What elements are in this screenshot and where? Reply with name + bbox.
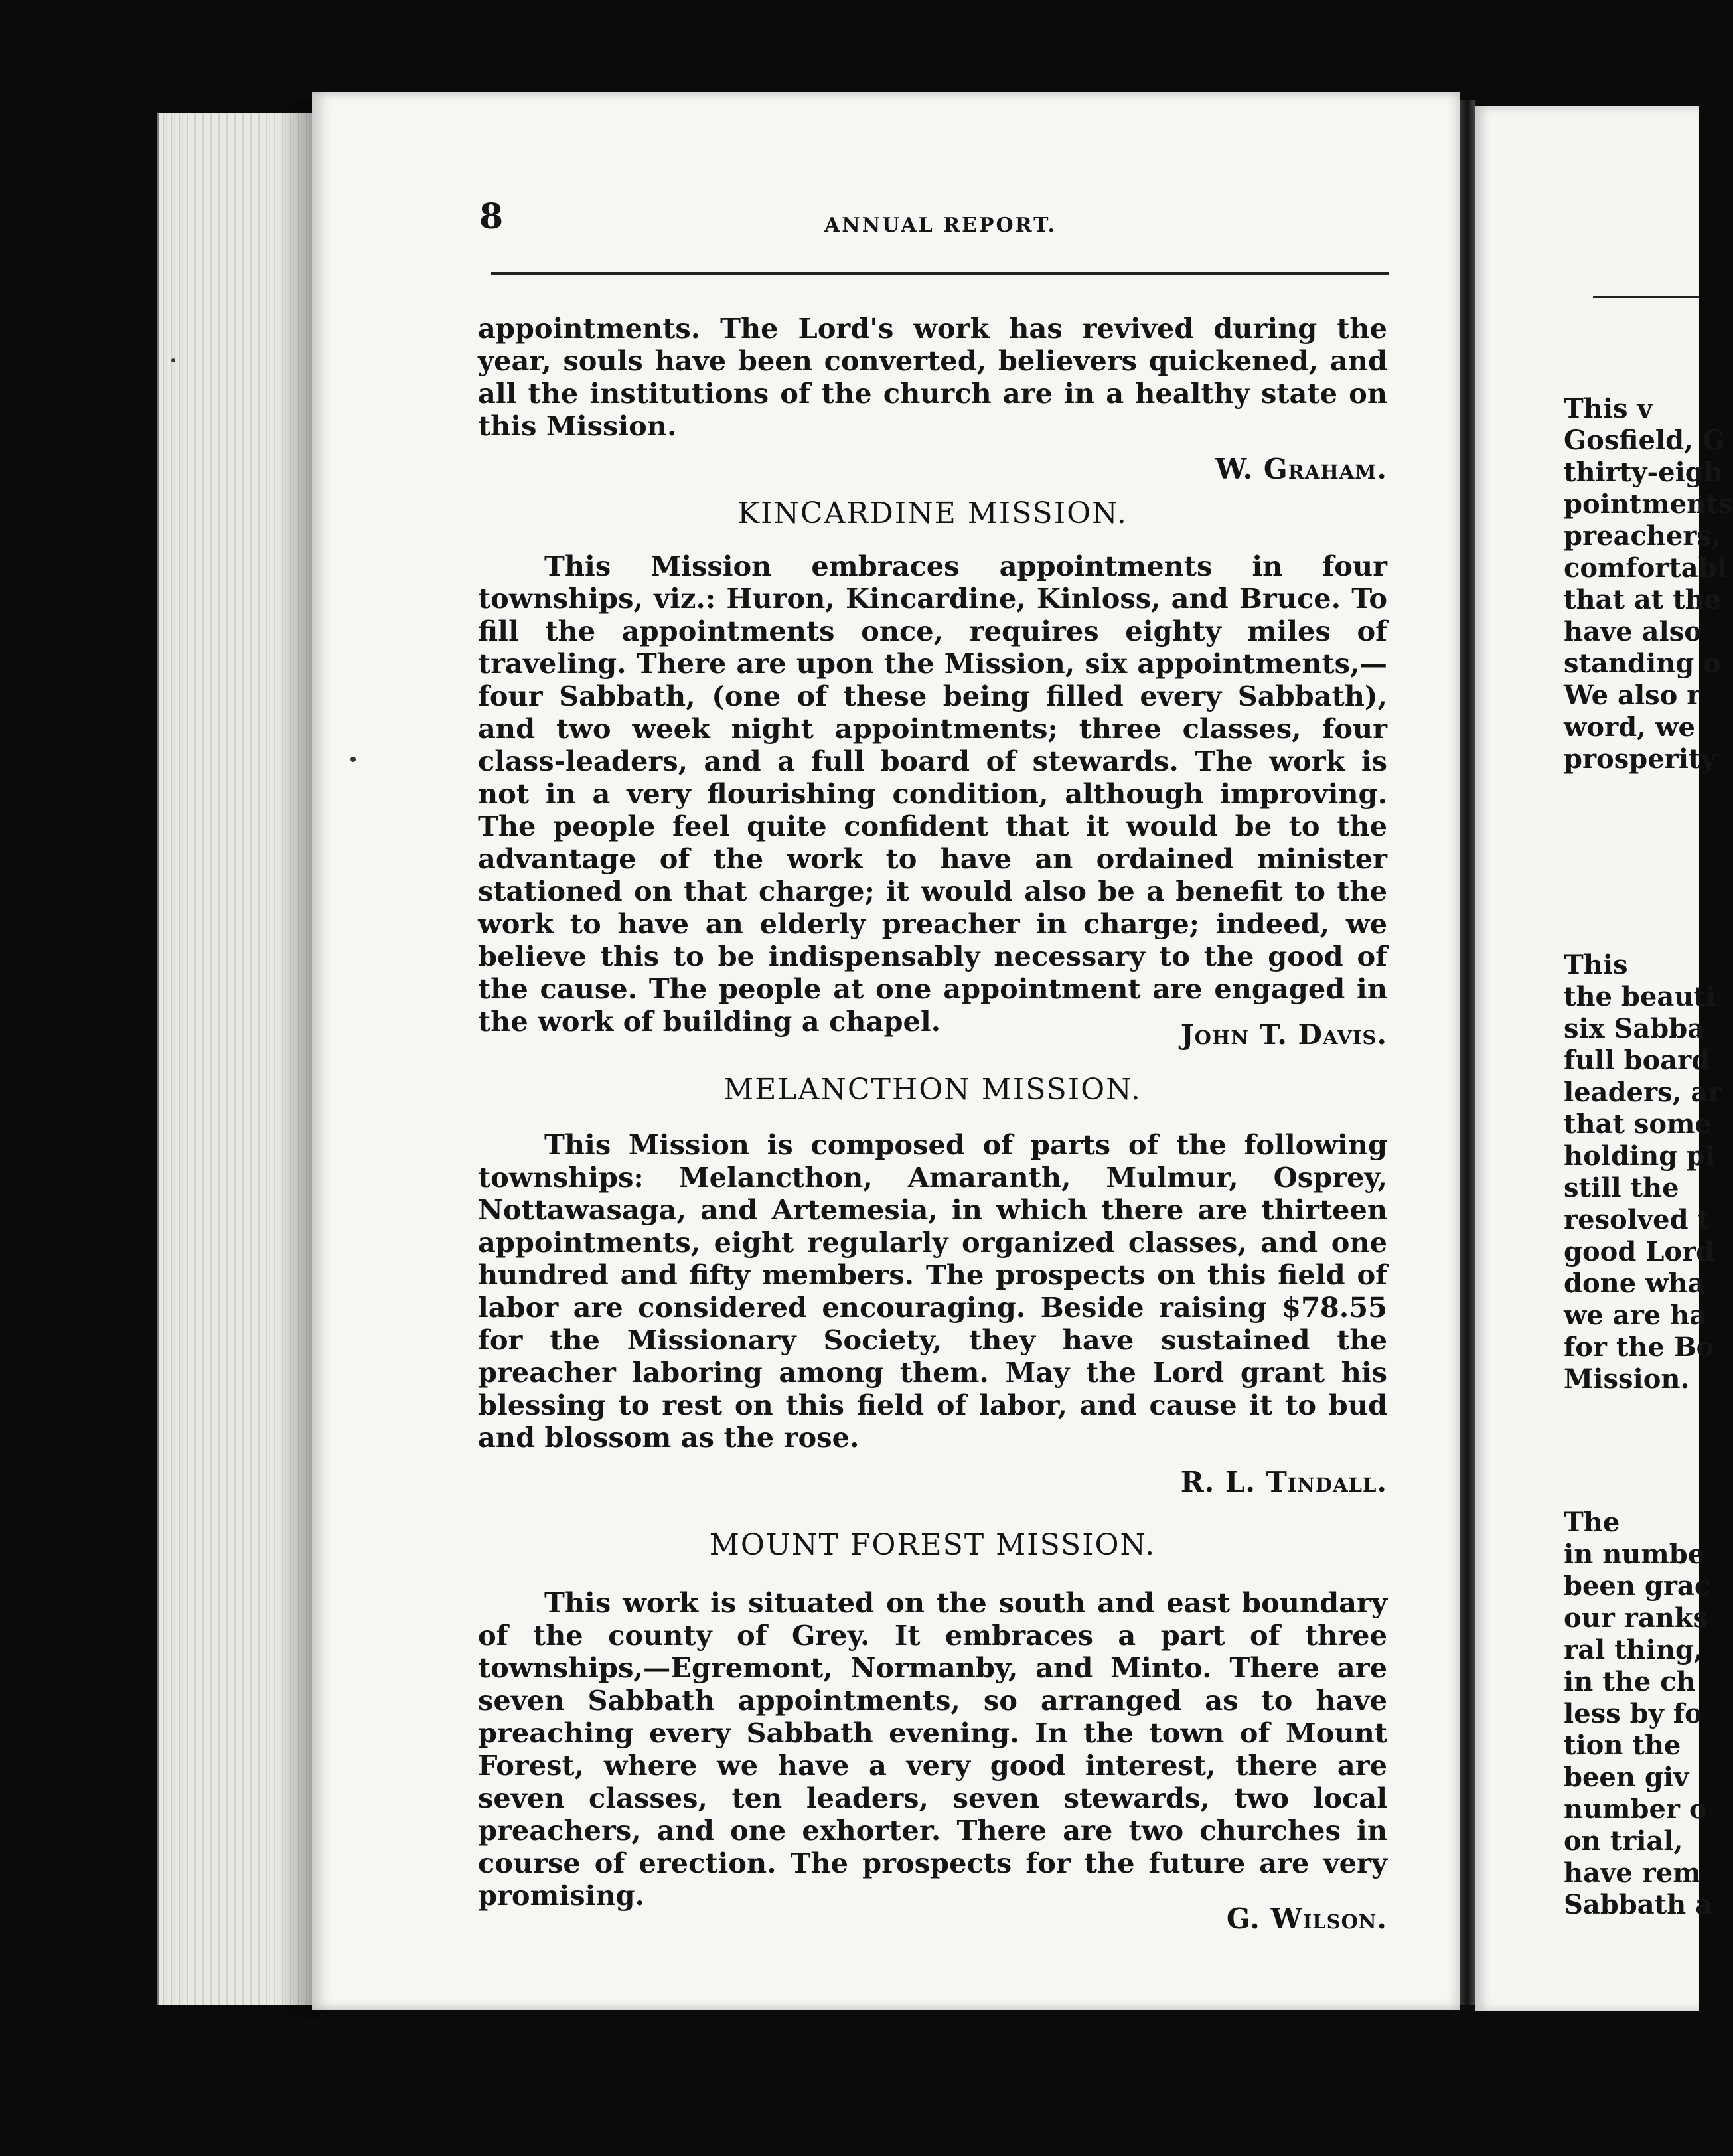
facing-line: been giv — [1564, 1762, 1689, 1793]
facing-line: our ranks — [1564, 1602, 1708, 1634]
facing-line: have also — [1564, 616, 1702, 647]
paragraph: This Mission is composed of parts of the following townships: Melancthon, Amaranth, Mulmur, Osprey, Nottawasaga, and Artemesia, in which there are thirteen appointments, eight regularly organized classes, and one hundred and fifty members. The prospects on this field of labor are considered encouraging. Beside raising $78.55 for the Missionary Society, they have sustained the preacher laboring among them. May the Lord grant his blessing to rest on this field of labor, and cause it to bud and blossom as the rose. — [478, 1128, 1387, 1454]
facing-line: good Lord — [1564, 1236, 1715, 1267]
facing-line: leaders, ar — [1564, 1077, 1722, 1108]
section-kincardine — [478, 550, 1387, 1038]
page-number: 8 — [479, 196, 504, 237]
signature-davis: John T. Davis. — [1180, 1018, 1387, 1051]
facing-line: standing o — [1564, 648, 1721, 679]
section-melancthon — [478, 1128, 1387, 1454]
heading-melancthon-mission: MELANCTHON MISSION. — [723, 1073, 1142, 1107]
facing-line: that some — [1564, 1109, 1712, 1140]
section-continuation — [478, 312, 1387, 442]
signature-row — [478, 1902, 1387, 1936]
facing-line: ral thing, — [1564, 1634, 1703, 1665]
facing-line: have rem — [1564, 1857, 1701, 1888]
facing-line: We also r — [1564, 680, 1701, 711]
facing-line: number o — [1564, 1794, 1707, 1825]
section-mount-forest — [478, 1586, 1387, 1912]
signature-wilson: G. Wilson. — [1226, 1902, 1387, 1935]
facing-line: The — [1564, 1507, 1620, 1538]
facing-line: still the — [1564, 1172, 1679, 1203]
facing-line: been grac — [1564, 1571, 1711, 1602]
facing-line: pointments — [1564, 489, 1733, 520]
facing-page-rule — [1593, 296, 1699, 298]
facing-line: Gosfield, G — [1564, 425, 1726, 456]
signature-row — [478, 1018, 1387, 1051]
facing-line: word, we — [1564, 712, 1695, 743]
facing-line: holding pi — [1564, 1140, 1716, 1172]
heading-mount-forest-mission: MOUNT FOREST MISSION. — [709, 1528, 1156, 1562]
facing-line: tion the — [1564, 1730, 1681, 1761]
paper-speck — [350, 757, 356, 762]
facing-line: preachers, — [1564, 520, 1721, 552]
facing-line: six Sabba — [1564, 1013, 1705, 1044]
paragraph: This Mission embraces appointments in four townships, viz.: Huron, Kincardine, Kinloss, and Bruce. To fill the appointments once, requires eighty miles of traveling. There are upon the Mission, six appointments,—four Sabbath, (one of these being filled every Sabbath), and two week night appointments; three classes, four class-leaders, and a full board of stewards. The work is not in a very flourishing condition, although improving. The people feel quite confident that it would be to the advantage of the work to have an ordained minister stationed on that charge; it would also be a benefit to the work to have an elderly preacher in charge; indeed, we believe this to be indispensably necessary to the good of the cause. The people at one appointment are engaged in the work of building a chapel. — [478, 550, 1387, 1038]
facing-line: This — [1564, 949, 1628, 980]
signature-tindall: R. L. Tindall. — [1180, 1466, 1387, 1498]
facing-line: full board — [1564, 1045, 1710, 1076]
signature-row — [478, 1466, 1387, 1499]
facing-line: less by fo — [1564, 1698, 1702, 1729]
heading-kincardine-mission: KINCARDINE MISSION. — [737, 497, 1128, 530]
paragraph: This work is situated on the south and east boundary of the county of Grey. It embraces a part of three townships,—Egremont, Normanby, and Minto. There are seven Sabbath appointments, so arranged as to have preaching every Sabbath evening. In the town of Mount Forest, where we have a very good interest, there are seven classes, ten leaders, seven stewards, two local preachers, and one exhorter. There are two churches in course of erection. The prospects for the future are very promising. — [478, 1586, 1387, 1912]
facing-line: for the Bo — [1564, 1332, 1714, 1363]
facing-line: done wha — [1564, 1268, 1705, 1299]
facing-line: comfortabl — [1564, 552, 1727, 583]
facing-line: the beauti — [1564, 981, 1716, 1012]
book-gutter — [1460, 100, 1475, 2005]
signature-row — [478, 453, 1387, 486]
facing-line: that at the — [1564, 584, 1722, 615]
paragraph: appointments. The Lord's work has revived during the year, souls have been converted, believers quickened, and all the institutions of the church are in a healthy state on this Mission. — [478, 312, 1387, 442]
header-rule — [491, 272, 1389, 275]
facing-line: in numbe — [1564, 1539, 1705, 1570]
running-head — [479, 196, 1395, 250]
running-head-title: ANNUAL REPORT. — [824, 214, 1057, 237]
facing-line: This v — [1564, 393, 1653, 424]
paper-speck — [171, 358, 175, 362]
facing-line: prosperity — [1564, 743, 1716, 775]
facing-line: we are ha — [1564, 1300, 1707, 1331]
facing-line: in the ch — [1564, 1666, 1696, 1697]
facing-line: thirty-eigh — [1564, 457, 1723, 488]
facing-line: on trial, — [1564, 1825, 1683, 1857]
facing-line: resolved t — [1564, 1204, 1710, 1235]
facing-line: Sabbath a — [1564, 1889, 1713, 1920]
facing-line: Mission. — [1564, 1363, 1690, 1395]
signature-graham: W. Graham. — [1215, 453, 1387, 485]
